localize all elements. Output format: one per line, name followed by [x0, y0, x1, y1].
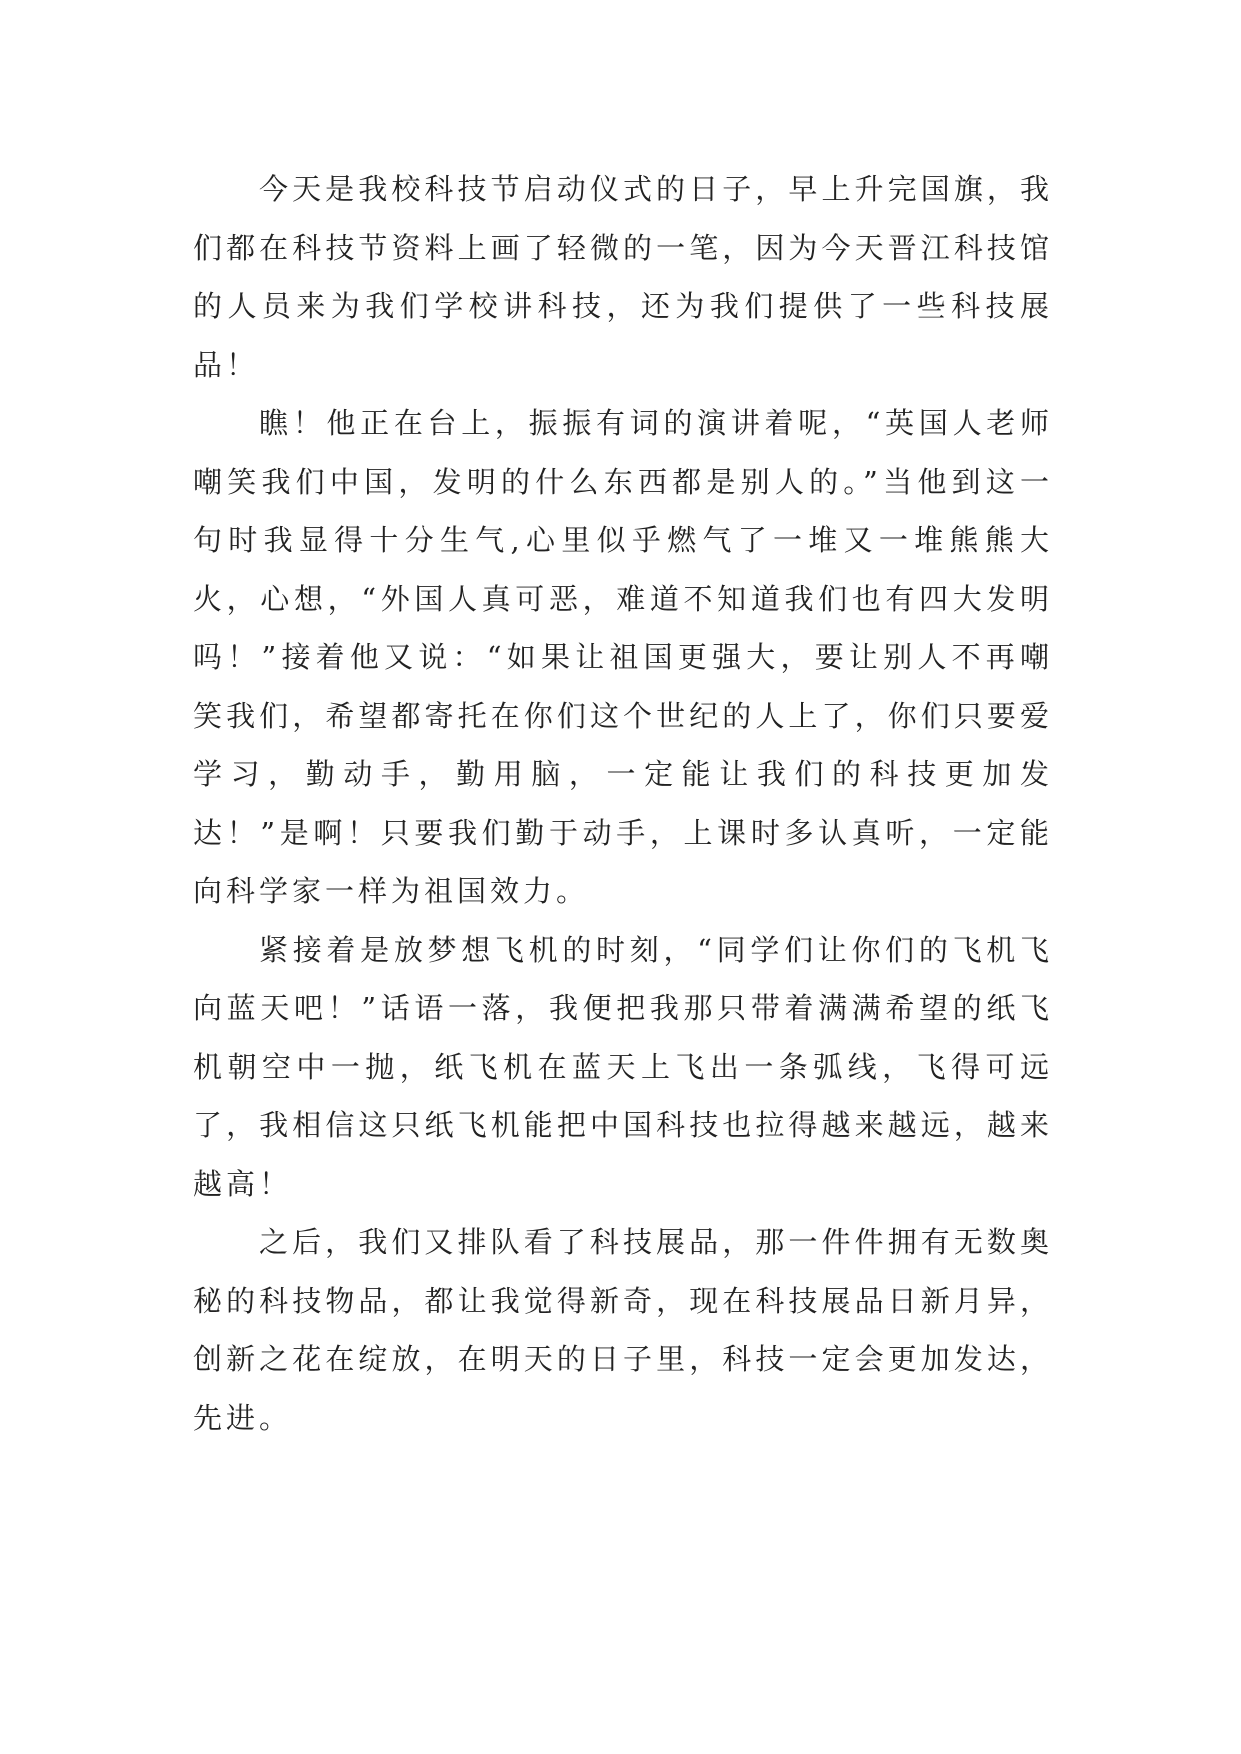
- paragraph-1: 今天是我校科技节启动仪式的日子，早上升完国旗，我们都在科技节资料上画了轻微的一笔，因为今天晋江科技馆的人员来为我们学校讲科技，还为我们提供了一些科技展品！: [193, 172, 1053, 382]
- document-body: [193, 160, 1053, 1447]
- paragraph-4: 之后，我们又排队看了科技展品，那一件件拥有无数奥秘的科技物品，都让我觉得新奇，现在科技展品日新月异，创新之花在绽放，在明天的日子里，科技一定会更加发达，先进。: [193, 1225, 1053, 1435]
- paragraph-3: 紧接着是放梦想飞机的时刻，“同学们让你们的飞机飞向蓝天吧！”话语一落，我便把我那只带着满满希望的纸飞机朝空中一抛，纸飞机在蓝天上飞出一条弧线，飞得可远了，我相信这只纸飞机能把中国科技也拉得越来越远，越来越高！: [193, 932, 1053, 1201]
- paragraph-2: 瞧！他正在台上，振振有词的演讲着呢，“英国人老师嘲笑我们中国，发明的什么东西都是别人的。”当他到这一句时我显得十分生气,心里似乎燃气了一堆又一堆熊熊大火，心想，“外国人真可恶，难道不知道我们也有四大发明吗！”接着他又说：“如果让祖国更强大，要让别人不再嘲笑我们，希望都寄托在你们这个世纪的人上了，你们只要爱学习，勤动手，勤用脑，一定能让我们的科技更加发达！”是啊！只要我们勤于动手，上课时多认真听，一定能向科学家一样为祖国效力。: [193, 406, 1053, 908]
